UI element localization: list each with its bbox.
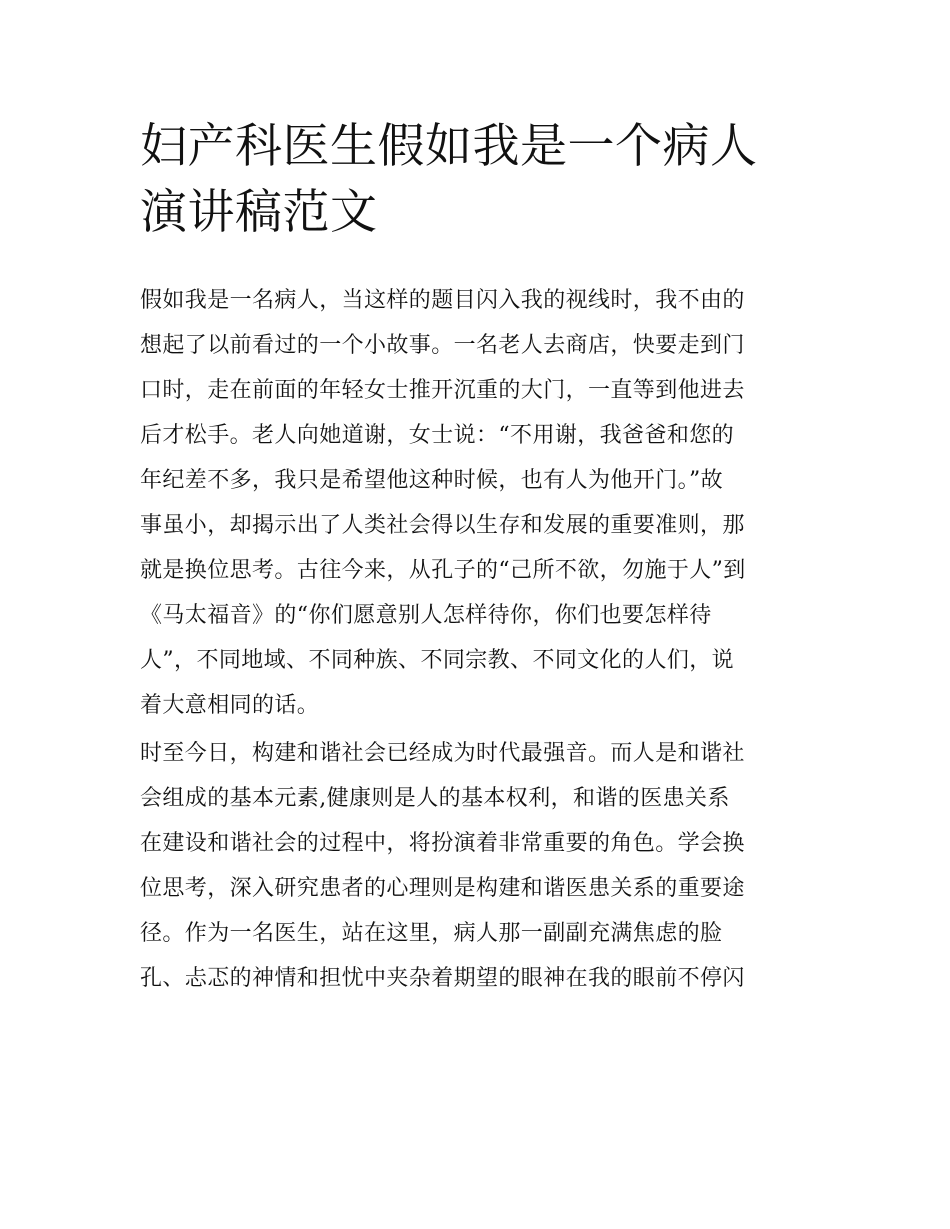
- text-line: 着大意相同的话。: [140, 693, 320, 718]
- document-body: [140, 278, 820, 1001]
- text-line: 想起了以前看过的一个小故事。一名老人去商店，快要走到门: [140, 333, 745, 358]
- document-title: [140, 114, 820, 246]
- text-line: 就是换位思考。古往今来，从孔子的“己所不欲，勿施于人”到: [140, 558, 746, 583]
- title-line: 演讲稿范文: [140, 185, 378, 240]
- text-line: 位思考，深入研究患者的心理则是构建和谐医患关系的重要途: [140, 876, 745, 901]
- paragraph-2: [140, 731, 820, 1001]
- text-line: 事虽小，却揭示出了人类社会得以生存和发展的重要准则，那: [140, 513, 745, 538]
- text-line: 后才松手。老人向她道谢，女士说：“不用谢，我爸爸和您的: [140, 423, 735, 448]
- text-line: 人”，不同地域、不同种族、不同宗教、不同文化的人们，说: [140, 648, 735, 673]
- text-line: 径。作为一名医生，站在这里，病人那一副副充满焦虑的脸: [140, 921, 723, 946]
- text-line: 假如我是一名病人，当这样的题目闪入我的视线时，我不由的: [140, 288, 745, 313]
- text-line: 在建设和谐社会的过程中，将扮演着非常重要的角色。学会换: [140, 831, 745, 856]
- title-line: 妇产科医生假如我是一个病人: [140, 119, 758, 174]
- text-line: 《马太福音》的“你们愿意别人怎样待你，你们也要怎样待: [140, 603, 712, 628]
- text-line: 时至今日，构建和谐社会已经成为时代最强音。而人是和谐社: [140, 741, 745, 766]
- paragraph-1: [140, 278, 820, 728]
- text-line: 口时，走在前面的年轻女士推开沉重的大门，一直等到他进去: [140, 378, 745, 403]
- text-line: 年纪差不多，我只是希望他这种时候，也有人为他开门。”故: [140, 468, 724, 493]
- text-line: 会组成的基本元素,健康则是人的基本权利，和谐的医患关系: [140, 786, 730, 811]
- text-line: 孔、忐忑的神情和担忧中夹杂着期望的眼神在我的眼前不停闪: [140, 966, 745, 991]
